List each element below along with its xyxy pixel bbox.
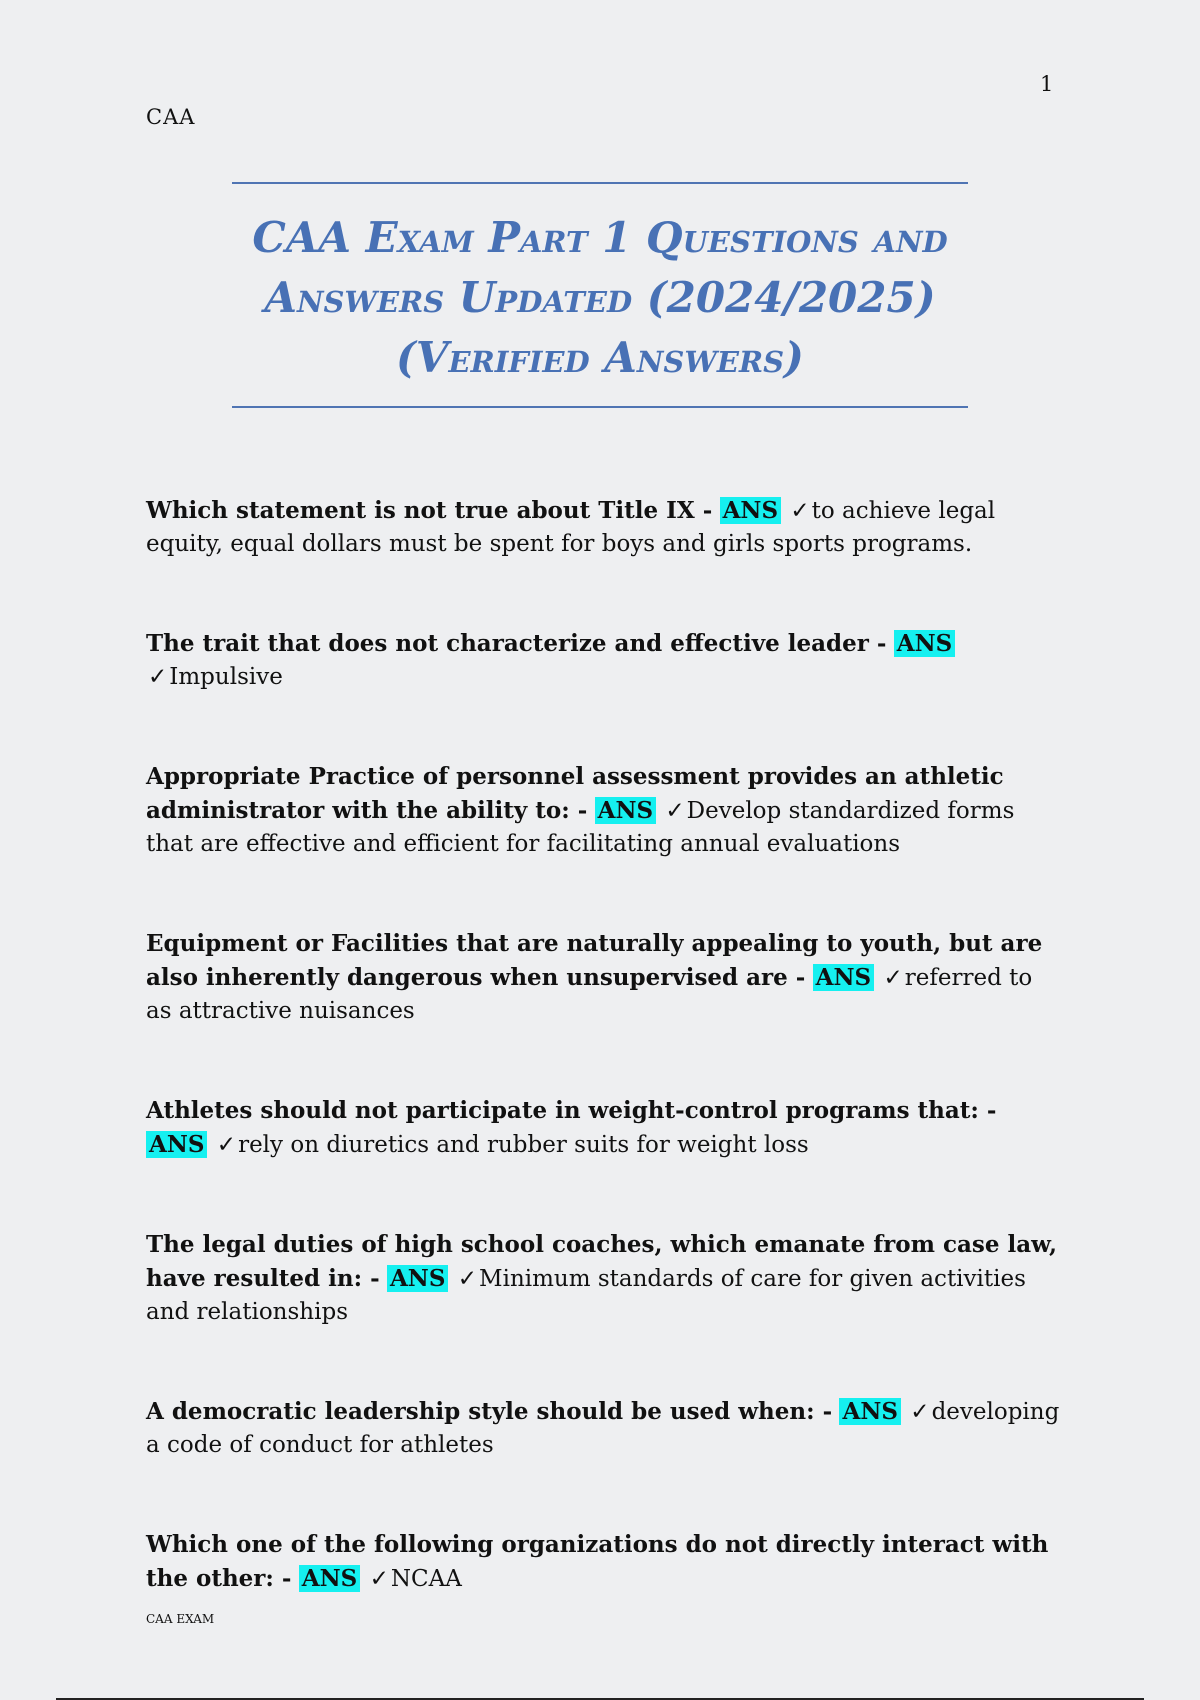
question-text: Appropriate Practice of personnel assessment provides an athletic administrator with the ability to: - bbox=[146, 763, 1004, 824]
title-line-2: Answers Updated (2024/2025) bbox=[264, 273, 936, 322]
ans-label: ANS bbox=[595, 797, 656, 824]
qa-item bbox=[146, 1228, 1061, 1329]
page-number: 1 bbox=[1040, 72, 1054, 96]
check-icon: ✓ bbox=[883, 965, 903, 991]
answer-text: developing a code of conduct for athletes bbox=[146, 1399, 1060, 1458]
qa-item bbox=[146, 927, 1061, 1028]
check-icon: ✓ bbox=[216, 1132, 237, 1158]
check-icon: ✓ bbox=[457, 1266, 478, 1292]
question-text: Athletes should not participate in weight-control programs that: - bbox=[146, 1097, 997, 1124]
check-icon: ✓ bbox=[665, 798, 685, 824]
title-line-3: (Verified Answers) bbox=[396, 333, 804, 382]
answer-text: NCAA bbox=[390, 1566, 462, 1592]
qa-item bbox=[146, 494, 1061, 561]
check-icon: ✓ bbox=[148, 664, 168, 690]
answer-text: rely on diuretics and rubber suits for weight loss bbox=[238, 1132, 809, 1158]
answer-text: to achieve legal equity, equal dollars must be spent for boys and girls sports programs. bbox=[146, 498, 996, 557]
ans-label: ANS bbox=[720, 497, 781, 524]
qa-list bbox=[146, 494, 1061, 1662]
ans-label: ANS bbox=[387, 1265, 448, 1292]
qa-item bbox=[146, 1094, 1061, 1162]
qa-item bbox=[146, 1395, 1061, 1462]
answer-text: Impulsive bbox=[169, 664, 283, 690]
document-title bbox=[232, 208, 968, 388]
title-line-1: CAA Exam Part 1 Questions and bbox=[252, 213, 948, 262]
ans-label: ANS bbox=[839, 1398, 900, 1425]
ans-label: ANS bbox=[894, 630, 955, 657]
question-text: Which statement is not true about Title IX - bbox=[146, 497, 713, 524]
ans-label: ANS bbox=[299, 1565, 360, 1592]
title-block bbox=[232, 182, 968, 408]
check-icon: ✓ bbox=[910, 1399, 930, 1425]
question-text: The trait that does not characterize and effective leader - bbox=[146, 630, 887, 657]
qa-item bbox=[146, 760, 1061, 861]
question-text: Equipment or Facilities that are naturally appealing to youth, but are also inherently dangerous when unsupervised are - bbox=[146, 930, 1043, 991]
answer-text: Develop standardized forms that are effective and efficient for facilitating annual evaluations bbox=[146, 798, 1015, 857]
question-text: A democratic leadership style should be used when: - bbox=[146, 1398, 833, 1425]
qa-item bbox=[146, 627, 1061, 694]
question-text: The legal duties of high school coaches, which emanate from case law, have resulted in: - bbox=[146, 1231, 1058, 1292]
qa-item bbox=[146, 1528, 1061, 1596]
check-icon: ✓ bbox=[369, 1566, 389, 1592]
ans-label: ANS bbox=[146, 1131, 207, 1158]
page-footer: CAA EXAM bbox=[146, 1612, 215, 1626]
ans-label: ANS bbox=[813, 964, 874, 991]
running-head: CAA bbox=[146, 105, 196, 129]
answer-text: Minimum standards of care for given activities and relationships bbox=[146, 1266, 1026, 1325]
question-text: Which one of the following organizations do not directly interact with the other: - bbox=[146, 1531, 1049, 1592]
check-icon: ✓ bbox=[790, 498, 810, 524]
answer-text: referred to as attractive nuisances bbox=[146, 965, 1033, 1024]
